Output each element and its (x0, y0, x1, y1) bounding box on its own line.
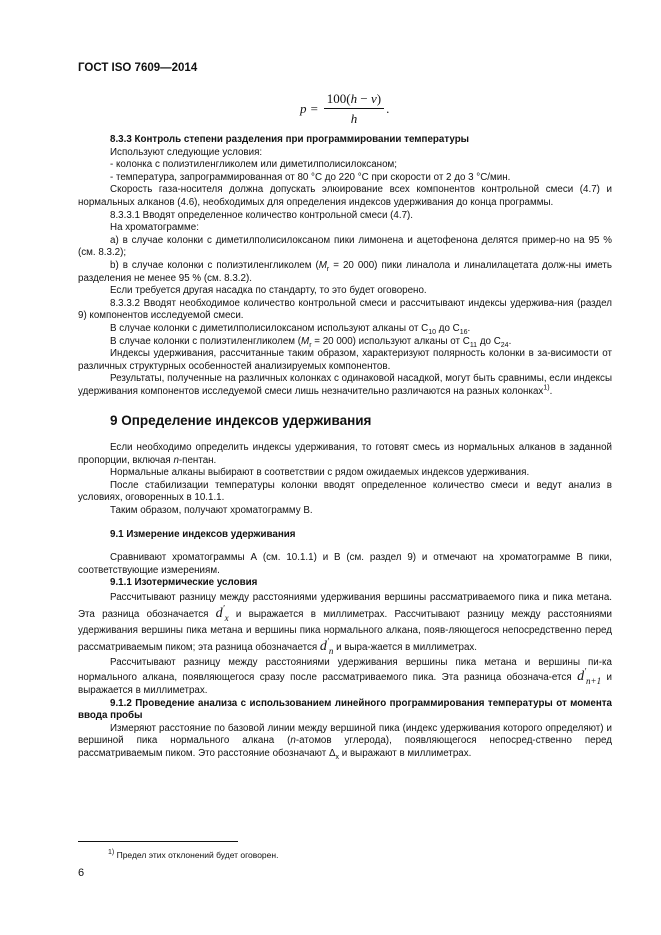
paragraph: Используют следующие условия: (110, 146, 263, 158)
list-item (78, 260, 612, 285)
subscript: 24 (500, 341, 509, 349)
paragraph: На хроматограмме: (110, 222, 199, 234)
paragraph: 8.3.3.2 Вводят необходимое количество контрольной смеси и рассчитывают индексы удержива-ния (раздел 9) компонентов исследуемой смеси. (78, 297, 612, 322)
symbol-sub: n+1 (586, 675, 602, 686)
subscript: 11 (469, 341, 478, 349)
text: В случае колонки с диметилполисилоксаном используют алканы от С (110, 322, 429, 334)
footnote-ref[interactable]: 1) (543, 384, 550, 392)
paragraph (78, 336, 612, 349)
paragraph: Индексы удерживания, рассчитанные таким образом, характеризуют полярность колонки в за-висимости от различных структурных особенностей анализируемых компонентов. (78, 348, 612, 372)
text: до С (477, 335, 501, 347)
symbol-prime: ′ (584, 665, 587, 676)
text: и выражается в миллиметрах. (78, 671, 612, 696)
symbol-sub: x (224, 612, 229, 623)
formula-v: v (370, 91, 377, 106)
text: n (290, 735, 296, 747)
paragraph (78, 723, 612, 761)
formula-numerator (324, 91, 384, 109)
text: В случае колонки с полиэтиленгликолем ( (110, 335, 302, 347)
text: M (318, 259, 327, 271)
subscript: r (326, 265, 330, 273)
symbol-d-n-plus-1 (577, 665, 602, 686)
text: n (173, 454, 179, 466)
section-9-1-2-title: 9.1.2 Проведение анализа с использованием линейного программирования температуры от момента ввода пробы (78, 697, 612, 722)
text: = 20 000) пики линалола и линалилацетата долж-ны иметь разделения не менее 95 % (см. 8.3.2). (78, 259, 612, 284)
text: Рассчитывают разницу между расстояниями удерживания вершины рассматриваемого пика и пика метана. Эта разница обозначается (78, 592, 612, 620)
list-item: а) в случае колонки с диметилполисилоксаном пики лимонена и ацетофенона делятся пример-но на 95 % (см. 8.3.2); (78, 234, 612, 259)
text: -пентан. (178, 454, 217, 466)
text: b) в случае колонки с полиэтиленгликолем ( (110, 259, 319, 271)
subscript: r (309, 341, 312, 349)
text: Рассчитывают разницу между расстояниями удерживания вершины пика метана и вершины пи-ка нормального алкана, появляющегося сразу после рассматриваемого пика. Эта разница обознача-ется (78, 657, 612, 683)
text: Результаты, полученные на различных колонках с одинаковой насадкой, могут быть сравнимы, если индексы удерживания компонентов исследуемой смеси лишь незначительно различаются на разных колонках (78, 373, 612, 397)
text: M (301, 335, 310, 347)
formula-coef: 100( (326, 91, 351, 106)
formula-lhs: p (300, 101, 307, 116)
symbol-base: d (319, 639, 327, 654)
list-item: - колонка с полиэтиленгликолем или диметилполисилоксаном; (110, 159, 397, 171)
symbol-prime: ′ (222, 603, 225, 614)
paragraph: Если требуется другая насадка по стандарту, то это будет оговорено. (110, 285, 427, 297)
document-body (78, 134, 612, 760)
symbol-d-n (319, 636, 334, 656)
footnote (108, 850, 278, 860)
paragraph: Сравнивают хроматограммы А (см. 10.1.1) и В (см. раздел 9) и отмечают на хроматограмме В пики, соответствующие измерениям. (78, 552, 612, 576)
text: Измеряют расстояние по базовой линии между вершиной пика (индекс удерживания которого определяют) и вершиной пика нормального алкана ( (78, 722, 612, 747)
list-item: - температура, запрограммированная от 80 °С до 220 °С при скорости от 2 до 3 °С/мин. (110, 171, 511, 183)
section-9-1-title: 9.1 Измерение индексов удерживания (110, 528, 296, 540)
paragraph (78, 442, 612, 467)
paragraph (78, 656, 612, 698)
symbol-delta: Δ (329, 747, 336, 759)
text: и выра-жается в миллиметрах. (333, 642, 478, 653)
text: и выражается в миллиметрах. Рассчитывают разницу между расстояниями удерживания вершины пика метана и вершины пика нормального алкана, появ-ляющегося непосредственно перед рассматриваемым пиком; эта разница обозначается (78, 609, 612, 653)
paragraph (78, 590, 612, 656)
paragraph: Скорость газа-носителя должна допускать элюирование всех компонентов контрольной смеси (4.7) и нормальных алканов (4.6), необходимых для определения индексов удерживания до конца программы. (78, 184, 612, 208)
text: . (508, 335, 512, 347)
symbol-base: d (215, 606, 223, 621)
footnote-mark: 1) (108, 849, 115, 857)
section-9-heading: 9 Определение индексов удерживания (110, 413, 372, 429)
formula-minus: − (357, 91, 371, 106)
subscript: 10 (428, 328, 437, 336)
symbol-prime: ′ (326, 636, 329, 647)
text: -атомов углерода), появляющегося непосред-ственно перед рассматриваемым пиком. Это расстояние обозначают (78, 735, 612, 759)
symbol-d-x (215, 603, 229, 623)
text: до С (436, 322, 460, 334)
text: и выражают в миллиметрах. (339, 747, 472, 759)
paragraph (78, 373, 612, 398)
section-8-3-3-title: 8.3.3 Контроль степени разделения при программировании температуры (110, 134, 470, 145)
text: = 20 000) используют алканы от С (311, 335, 470, 347)
paragraph: Таким образом, получают хроматограмму В. (110, 505, 313, 517)
paragraph: Нормальные алканы выбирают в соответствии с рядом ожидаемых индексов удерживания. (110, 467, 530, 479)
formula-fraction (324, 91, 384, 127)
text: . (549, 385, 553, 397)
paragraph (78, 323, 612, 336)
formula-close: ) (376, 91, 382, 106)
document-header: ГОСТ ISO 7609—2014 (78, 62, 198, 74)
subscript: x (335, 753, 340, 761)
formula-h: h (350, 91, 358, 106)
formula-p: p = $\frac{100(h - v)}{h}$ . (300, 91, 390, 126)
footnote-text: Предел этих отклонений будет оговорен. (114, 850, 279, 860)
footnote-separator (78, 841, 238, 842)
section-9-1-1-title: 9.1.1 Изотермические условия (110, 577, 258, 589)
text: . (467, 322, 471, 334)
page-number: 6 (78, 867, 85, 879)
formula-denominator: h (350, 111, 358, 126)
text: Если необходимо определить индексы удерживания, то готовят смесь из нормальных алканов в заданной пропорции, включая (78, 442, 612, 466)
subscript: 16 (459, 328, 468, 336)
symbol-base: d (577, 668, 585, 684)
paragraph: 8.3.3.1 Вводят определенное количество контрольной смеси (4.7). (110, 209, 414, 221)
paragraph: После стабилизации температуры колонки вводят определенное количество смеси и ведут анализ в условиях, оговоренных в 10.1.1. (78, 479, 612, 504)
symbol-sub: n (328, 645, 334, 656)
